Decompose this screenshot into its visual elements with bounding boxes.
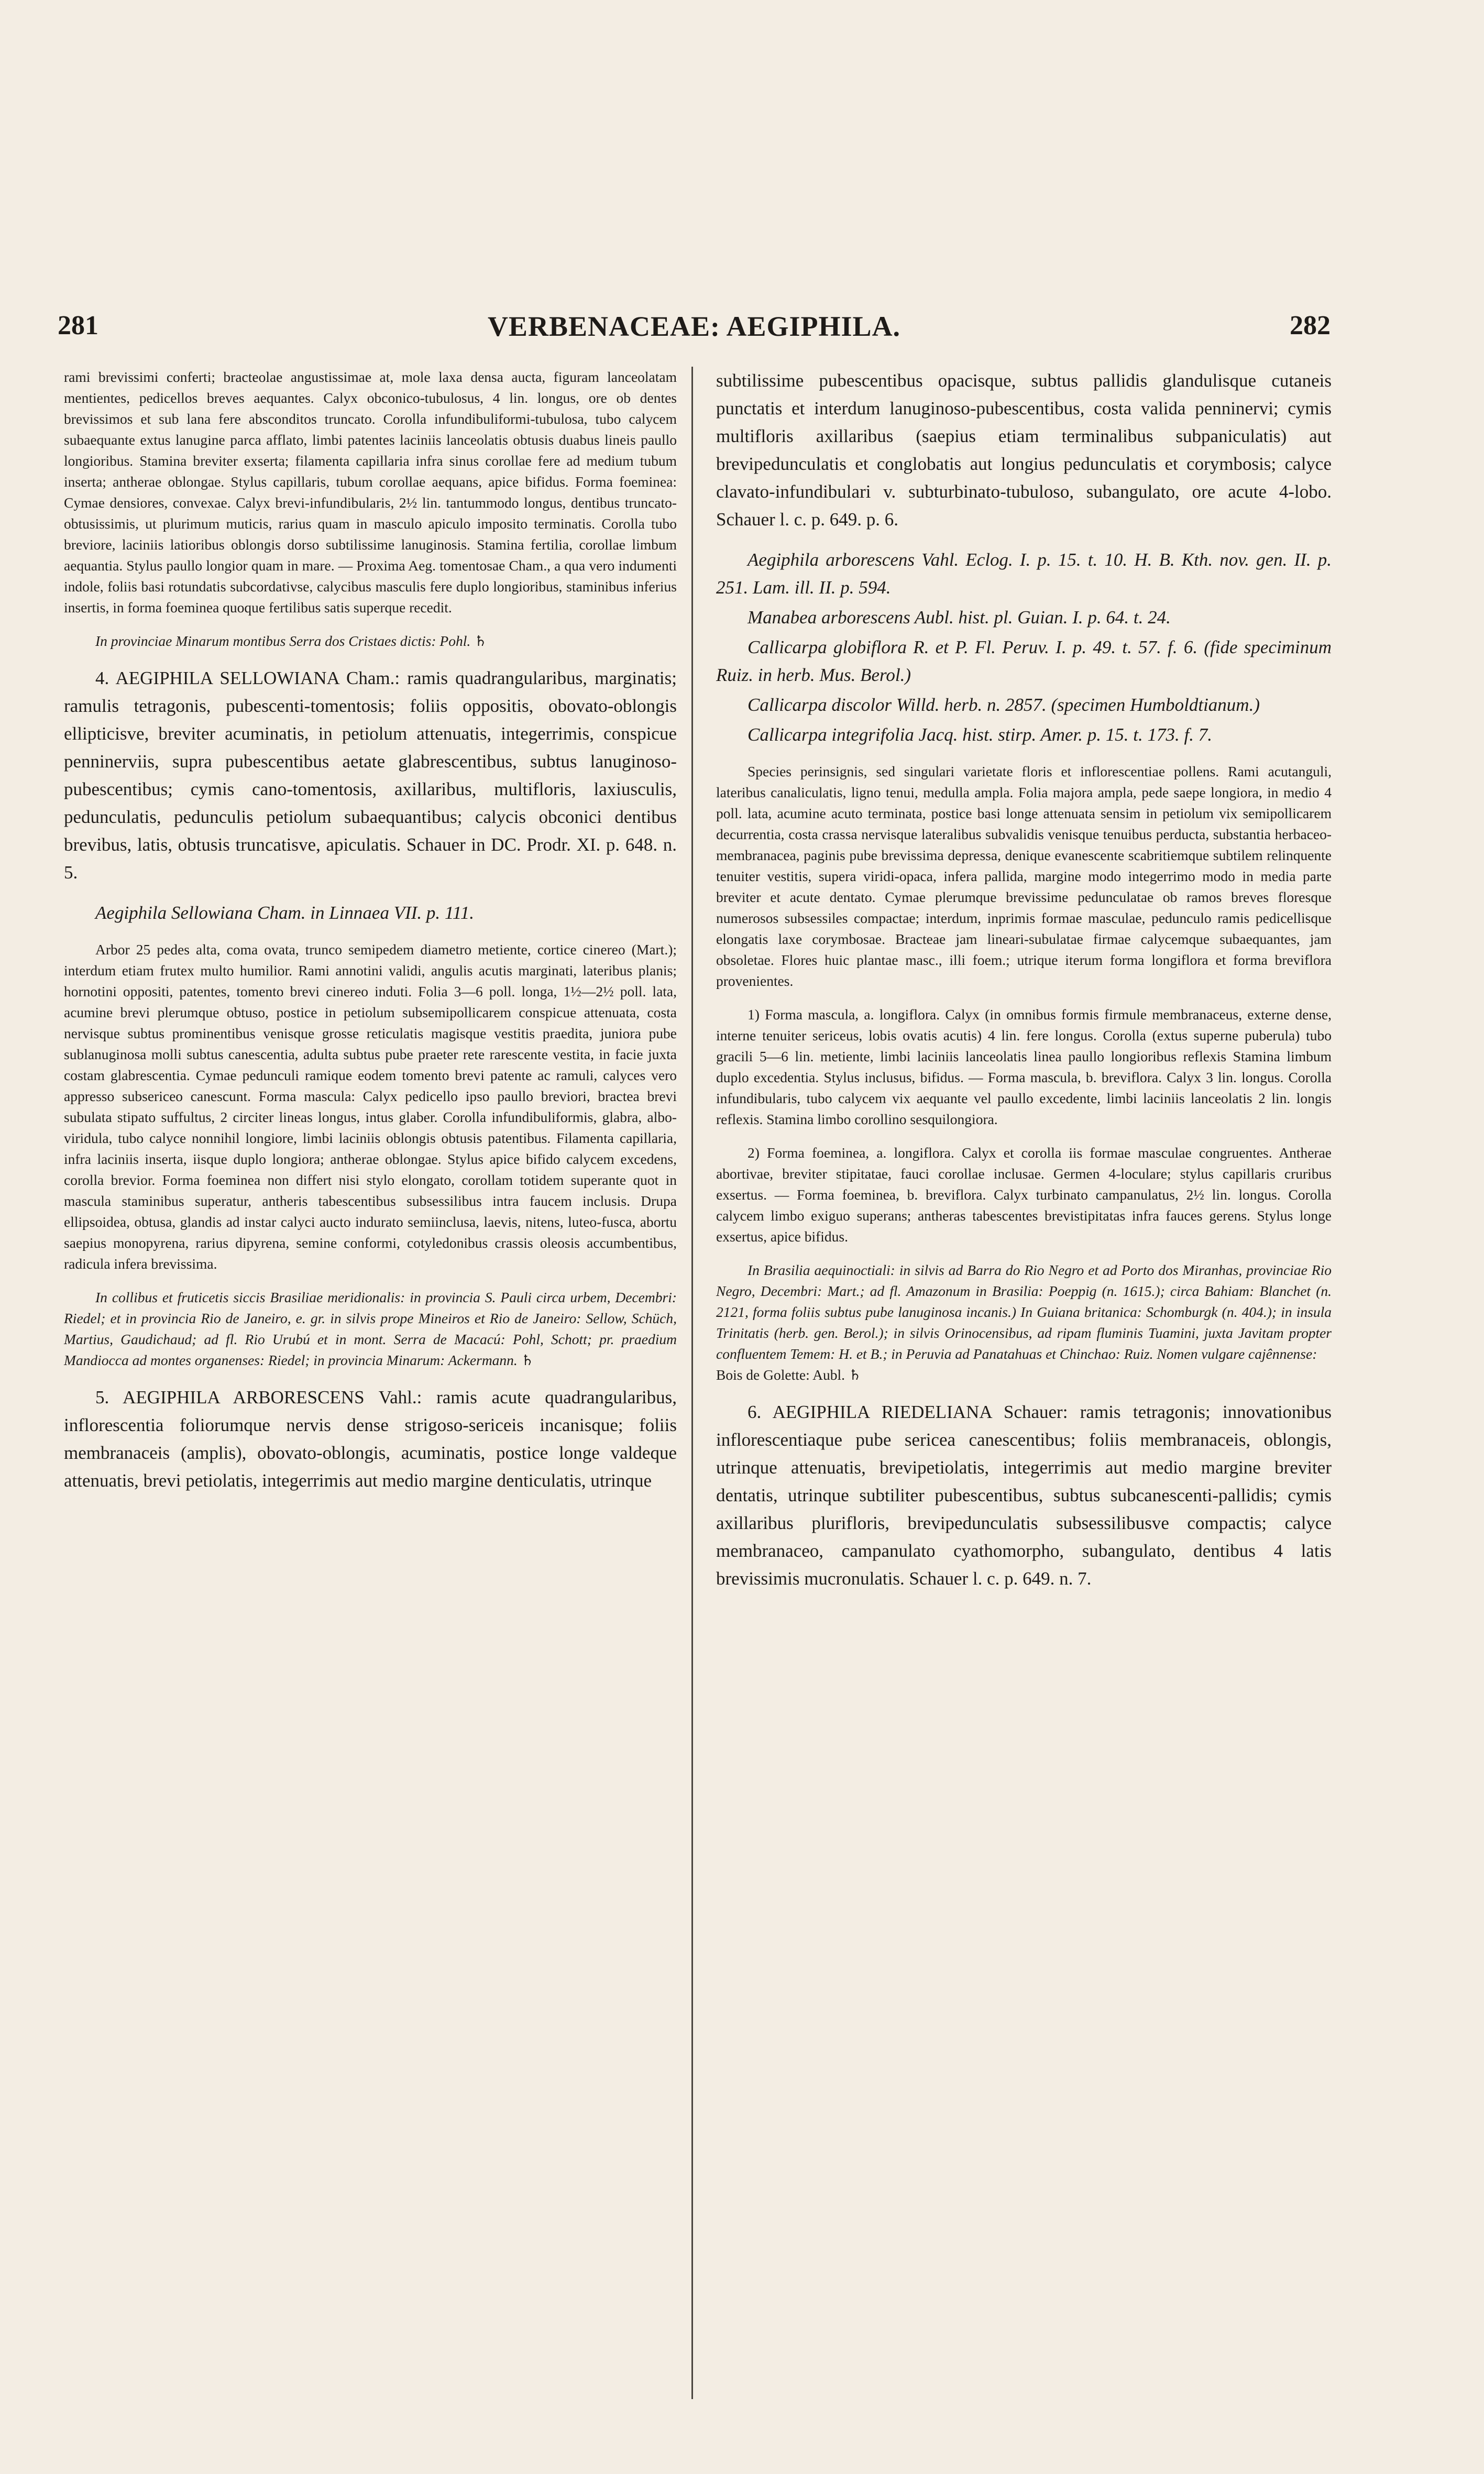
species-4-description: Arbor 25 pedes alta, coma ovata, trunco semipedem diametro metiente, cortice cinereo (Mart.); interdum etiam frutex multo humilior. Rami annotini validi, angulis acutis marginati, lateribus planis; hornotini oppositi, patentes, tomento brevi cinereo induti. Folia 3—6 poll. longa, 1½—2½ poll. lata, acumine brevi plerumque obtuso, postice in petiolum subsemipollicarem conspicue attenuata, costa nervisque subtus prominentibus venisque grosse reticulatis magisque vestitis praedita, juniora pube sublanuginosa molli subtus canescentia, adulta subtus pube praeter rete rarescente vestita, in facie juxta costam glabrescentia. Cymae pedunculi ramique eodem tomento brevi patente ac ramuli, calyces vero appresso subsericeo canescunt. Forma mascula: Calyx pedicello ipso paullo breviori, bractea brevi subulata stipato suffultus, 2 circiter lineas longus, intus glaber. Corolla infundibuliformis, glabra, albo-viridula, tubo calyce nonnihil longiore, limbi laciniis oblongis obtusis patentibus. Filamenta capillaria, infra laciniis inserta, iisque duplo longiora; antherae oblongae. Stylus apice bifido calycem excedens, corolla brevior. Forma foeminea non differt nisi stylo elongato, corollam totidem superante quot in mascula staminibus superatur, antheris tabescentibus subsessilibus intra faucem inclusis. Drupa ellipsoidea, obtusa, glandis ad instar calyci aucto indurato semiinclusa, laevis, nitens, luteo-fusca, abortu saepius monopyrena, rarius dipyrena, semine conformi, cotyledonibus crassis oleosis accumbentibus, radicula infera brevissima. [64,941,677,1272]
synonym-1: Aegiphila arborescens Vahl. Eclog. I. p. 15. t. 10. H. B. Kth. nov. gen. II. p. 251. Lam. ill. II. p. 594. [716,549,1332,598]
forma-mascula: 1) Forma mascula, a. longiflora. Calyx (in omnibus formis firmule membranaceus, externe dense, interne tenuiter sericeus, lobis ovatis acutis) 4 lin. fere longus. Corolla (extus superne puberula) tubo gracili 5—6 lin. metiente, limbi laciniis lanceolatis linea paullo longioribus reflexis Stamina limbum duplo excedentia. Stylus inclusus, bifidus. — Forma mascula, b. breviflora. Calyx 3 lin. longus. Corolla infundibularis, tubo calycem vix aequante vel paullo excedente, limbi laciniis lanceolatis 2 lin. longis reflexis. Stamina limbo corollino sesquilongiora. [716,1006,1332,1127]
forma-foeminea: 2) Forma foeminea, a. longiflora. Calyx et corolla iis formae masculae congruentes. Antherae abortivae, breviter stipitatae, fauci corollae inclusae. Germen 4-loculare; stylus capillaris cruribus exsertus. — Forma foeminea, b. breviflora. Calyx turbinato campanulatus, 2½ lin. longus. Corolla calycem limbo exiguo superans; antheras tabescentes brevistipitatas infra fauces gerens. Stylus longe exsertus, apice bifidus. [716,1145,1332,1245]
synonym-5: Callicarpa integrifolia Jacq. hist. stirp. Amer. p. 15. t. 173. f. 7. [748,724,1212,745]
right-column [716,367,1332,1605]
species-4-synonym: Aegiphila Sellowiana Cham. in Linnaea VII. p. 111. [95,903,474,923]
species-4-diagnosis: 4. AEGIPHILA SELLOWIANA Cham.: ramis quadrangularibus, marginatis; ramulis tetragonis, pubescenti-tomentosis; foliis oppositis, obovato-oblongis ellipticisve, breviter acuminatis, in petiolum attenuatis, integerrimis, conspicue penninerviis, supra pubescentibus aetate glabrescentibus, subtus lanuginoso-pubescentibus; cymis cano-tomentosis, axillaribus, multifloris, laxiusculis, pedunculatis, pedunculis petiolum subaequantibus; calycis obconici dentibus brevibus, latis, obtusis truncatisve, apiculatis. Schauer in DC. Prodr. XI. p. 648. n. 5. [64,668,677,883]
synonym-3: Callicarpa globiflora R. et P. Fl. Peruv. I. p. 49. t. 57. f. 6. (fide speciminum Ruiz. in herb. Mus. Berol.) [716,637,1332,685]
species-6-diagnosis: 6. AEGIPHILA RIEDELIANA Schauer: ramis tetragonis; innovationibus inflorescentiaque pube sericea canescentibus; foliis membranaceis, oblongis, utrinque attenuatis, brevipetiolatis, integerrimis aut medio margine breviter dentatis, utrinque subtiliter pubescentibus, subtus subcanescenti-pallidis; cymis axillaribus plurifloris, brevipedunculatis subsessilibusve compactis; calyce membranaceo, campanulato cyathomorpho, subangulato, dentibus 4 latis brevissimis mucronulatis. Schauer l. c. p. 649. n. 7. [716,1402,1332,1589]
page-number-right: 282 [1290,311,1331,340]
description-continued: rami brevissimi conferti; bracteolae angustissimae at, mole laxa densa aucta, figuram lanceolatam mentientes, pedicellos breves aequantes. Calyx obconico-tubulosus, 4 lin. longus, ore ob dentes brevissimos et sub lana fere absconditos truncato. Corolla infundibuliformi-tubulosa, tubo calycem subaequante extus lanugine parca afflato, limbi patentes laciniis lanceolatis obtusis duabus lineis paullo longioribus. Stamina breviter exserta; filamenta capillaria infra sinus corollae fere ad medium tubum inserta; antherae oblongae. Stylus capillaris, tubum corollae aequans, apice bifidus. Forma foeminea: Cymae densiores, convexae. Calyx brevi-infundibularis, 2½ lin. tantummodo longus, dentibus truncato-obtusissimis, ut plurimum muticis, rarius quam in masculo apiculo imposito terminatis. Corolla tubo breviore, laciniis latioribus oblongis dorso subtilissime lanuginosis. Stamina fertilia, corollae limbum aequantia. Stylus paullo longior quam in mare. — Proxima Aeg. tomentosae Cham., a qua vero indumenti indole, foliis basi rotundatis subcordativse, calycibus masculis fere duplo longioribus, staminibus inferius insertis, in forma foeminea quoque fertilibus satis superque recedit. [64,369,677,615]
species-5-locality: In Brasilia aequinoctiali: in silvis ad Barra do Rio Negro et ad Porto dos Miranhas, provinciae Rio Negro, Decembri: Mart.; ad fl. Amazonum in Brasilia: Poeppig (n. 1615.); circa Bahiam: Blanchet (n. 2121, forma foliis subtus pube lanuginosa incanis.) In Guiana britanica: Schomburgk (n. 404.); in insula Trinitatis (herb. gen. Berol.); in silvis Orinocensibus, ad ripam fluminis Tuamini, juxta Javitam propter confluentem Temem: H. et B.; in Peruvia ad Panatahuas et Chinchao: Ruiz. Nomen vulgare cajênnense: [716,1262,1332,1362]
species-5-vernacular: Bois de Golette: Aubl. ♄ [716,1367,862,1383]
page-header [58,310,1331,347]
species-4-locality: In collibus et fruticetis siccis Brasiliae meridionalis: in provincia S. Pauli circa urbem, Decembri: Riedel; et in provincia Rio de Janeiro, e. gr. in silvis prope Mineiros et Rio de Janeiro: Sellow, Schüch, Martius, Gaudichaud; ad fl. Rio Urubú et in mont. Serra de Macacú: Pohl, Schott; pr. praedium Mandiocca ad montes organenses: Riedel; in provincia Minarum: Ackermann. ♄ [64,1289,677,1368]
left-column [64,367,677,1507]
species-5-diagnosis: 5. AEGIPHILA ARBORESCENS Vahl.: ramis acute quadrangularibus, inflorescentia foliorumque nervis dense strigoso-sericeis incanisque; foliis membranaceis (amplis), obovato-oblongis, acuminatis, postice longe valdeque attenuatis, brevi petiolatis, integerrimis aut medio margine denticulatis, utrinque [64,1387,677,1491]
page-number-left: 281 [58,311,98,340]
running-title: VERBENACEAE: AEGIPHILA. [487,311,901,342]
synonym-4: Callicarpa discolor Willd. herb. n. 2857. (specimen Humboldtianum.) [748,695,1260,715]
species-5-diagnosis-continued: subtilissime pubescentibus opacisque, subtus pallidis glandulisque cutaneis punctatis et interdum lanuginoso-pubescentibus, costa valida penninervi; cymis multifloris axillaribus (saepius etiam terminalibus subpaniculatis) aut brevipedunculatis et conglobatis aut longius pedunculatis et corymbosis; calyce clavato-infundibulari v. subturbinato-tubuloso, subangulato, ore acute 4-lobo. Schauer l. c. p. 649. p. 6. [716,370,1332,530]
locality-note: In provinciae Minarum montibus Serra dos Cristaes dictis: Pohl. ♄ [95,633,487,649]
species-5-description: Species perinsignis, sed singulari varietate floris et inflorescentiae pollens. Rami acutanguli, lateribus canaliculatis, ligno tenui, medulla ampla. Folia majora ampla, pede saepe longiora, in medio 4 poll. lata, acumine acuto terminata, postice basi longe attenuata sensim in petiolum vix semipollicarem decurrentia, costa crassa nervisque lateralibus subvalidis venisque tenuibus perducta, substantia herbaceo-membranacea, paginis pube brevissima depressa, denique evanescente scabritiemque subtilem relinquente tenuiter vestitis, supera viridi-opaca, infera pallida, margine modo integerrimo modo in media parte breviter et acute dentato. Cymae plerumque brevissime pedunculatae ob ramos breves floresque numerosos subsessiles compactae; interdum, inprimis formae masculae, pedunculo ramis pedicellisque elongatis laxe corymbosae. Bracteae jam lineari-subulatae firmae calycemque subaequantes, jam obsoletae. Flores huic plantae masc., illi foem.; utrique iterum forma longiflora et forma breviflora provenientes. [716,763,1332,989]
column-divider [691,367,693,2399]
synonym-2: Manabea arborescens Aubl. hist. pl. Guian. I. p. 64. t. 24. [748,607,1171,628]
